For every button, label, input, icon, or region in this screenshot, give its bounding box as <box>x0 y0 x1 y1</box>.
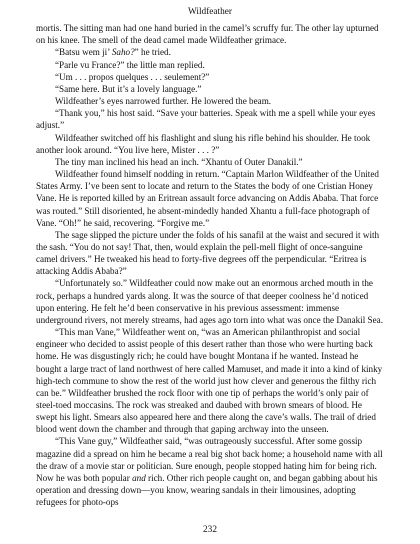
paragraph: Wildfeather’s eyes narrowed further. He lowered the beam. <box>55 96 272 107</box>
paragraph: “Um . . . propos quelques . . . seulement?” <box>55 71 210 82</box>
paragraph: “Parle vu France?” the little man replied. <box>55 59 205 70</box>
paragraph: Wildfeather found himself nodding in return. “Captain Marlon Wildfeather of the United States Army. I’ve been sent to locate and return to the States the body of one Cristian Honey Vane. He is reported killed by an Eritrean assault force advancing on Addis Ababa. That force was routed.” Still disoriented, he absent-mindedly handed Xhantu a full-face photograph of Vane. “Oh!” he said, recovering. “Forgive me.” <box>36 169 379 228</box>
paragraph: mortis. The sitting man had one hand buried in the camel’s scruffy fur. The other lay upturned on his knee. The smell of the dead camel made Wildfeather grimace. <box>36 23 379 46</box>
paragraph: “Unfortunately so.” Wildfeather could now make out an enormous arched mouth in the rock, perhaps a hundred yards along. It was the source of that deeper coolness he’d noticed upon entering. He felt he’d been conservative in his previous assessment: immense underground rivers, not merely streams, had ages ago torn into what was once the Danakil Sea. <box>36 278 383 325</box>
paragraph: “Same here. But it’s a lovely language.” <box>55 83 202 94</box>
page-number: 232 <box>203 525 217 535</box>
paragraph: “This Vane guy,” Wildfeather said, “was outrageously successful. After some gossip magazine did a spread on him he became a real big shot back home; a household name with all the draw of a movie star or politician. Sure enough, people stopped hating him for being rich. Now he was both popular and rich. Other rich people caught on, and began gabbing about his operation and dressing down—you know, wearing sandals in their limousines, adopting refugees for photo-ops <box>36 436 383 508</box>
paragraph: The tiny man inclined his head an inch. “Xhantu of Outer Danakil.” <box>55 156 303 167</box>
paragraph: “Batsu wem ji’ Saho?” he tried. <box>55 47 171 58</box>
paragraph: “This man Vane,” Wildfeather went on, “was an American philanthropist and social engineer who decided to assist people of this desert rather than those who were hurting back home. He was disgustingly rich; he could have bought Montana if he wanted. Instead he bought a large tract of land northwest of here called Mamuset, and made it into a kind of kinky high-tech commune to show the rest of the world just how clever and generous the filthy rich can be.” Wildfeather brushed the rock floor with one tip of perhaps the world’s only pair of steel-toed moccasins. The rock was streaked and daubed with brown smears of blood. He swept his light. Smears also appeared here and there along the cave’s walls. The trail of dried blood went down the chamber and through that gaping archway into the unseen. <box>36 327 383 435</box>
paragraph: Wildfeather switched off his flashlight and slung his rifle behind his shoulder. He took another look around. “You live here, Mister . . . ?” <box>36 132 371 155</box>
paragraph: “Thank you,” his host said. “Save your batteries. Speak with me a spell while your eyes adjust.” <box>36 108 376 131</box>
body-text <box>36 22 384 508</box>
running-head: Wildfeather <box>187 7 233 17</box>
paragraph: The sage slipped the picture under the folds of his sanafil at the waist and secured it with the sash. “You do not say! That, then, would explain the pell-mell flight of once-sanguine camel drivers.” He tweaked his head to forty-five degrees off the perpendicular. “Eritrea is attacking Addis Ababa?” <box>36 229 380 277</box>
